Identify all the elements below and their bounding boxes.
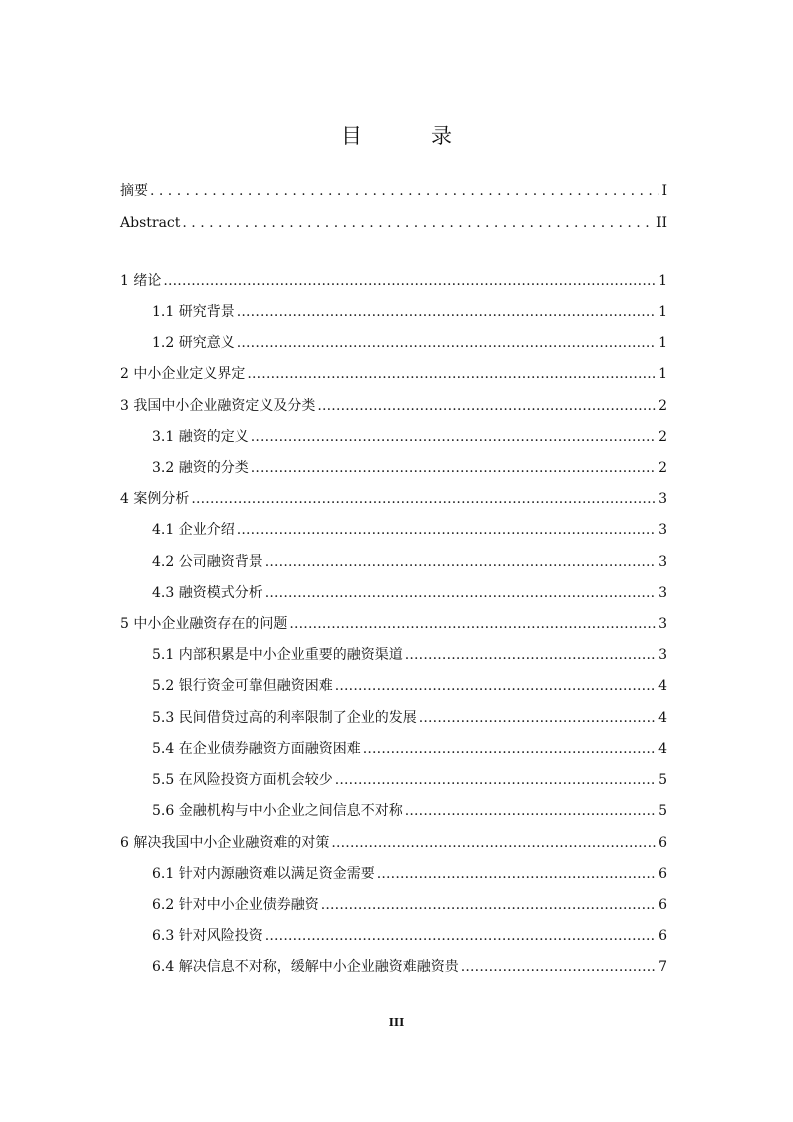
toc-entry-page: 4: [658, 710, 667, 726]
toc-entry-page: 3: [658, 616, 667, 632]
toc-entry-label: 6.1 针对内源融资难以满足资金需要: [152, 866, 375, 882]
toc-entry-label: 6 解决我国中小企业融资难的对策: [120, 835, 330, 851]
toc-entry-page: 6: [658, 866, 667, 882]
toc-leader-dots: [317, 396, 656, 416]
toc-entry-page: 3: [658, 647, 667, 663]
toc-entry[interactable]: [152, 864, 667, 884]
toc-entry-label: 5.2 银行资金可靠但融资困难: [152, 678, 333, 694]
toc-entry-page: II: [655, 215, 667, 231]
toc-entry-label: 1.1 研究背景: [152, 304, 235, 320]
toc-entry[interactable]: [152, 739, 667, 759]
toc-entry[interactable]: [120, 833, 667, 853]
toc-entry-label: 4.1 企业介绍: [152, 522, 235, 538]
toc-entry-label: 6.2 针对中小企业债券融资: [152, 897, 319, 913]
toc-entry-page: 6: [658, 835, 667, 851]
toc-leader-dots: [405, 801, 656, 821]
toc-entry-page: 5: [658, 803, 667, 819]
toc-entry[interactable]: [152, 708, 667, 728]
page-number-footer: III: [388, 1016, 405, 1029]
toc-leader-dots: [265, 552, 656, 572]
toc-leader-dots: [251, 427, 656, 447]
toc-entry-page: 5: [658, 772, 667, 788]
toc-entry-label: 6.4 解决信息不对称，缓解中小企业融资难融资贵: [152, 959, 459, 975]
toc-leader-dots: [191, 489, 656, 509]
toc-entry-label: 1 绪论: [120, 273, 162, 289]
toc-entry[interactable]: [152, 458, 667, 478]
toc-leader-dots: [251, 458, 656, 478]
toc-entry-page: 3: [658, 554, 667, 570]
toc-entry[interactable]: [152, 770, 667, 790]
toc-leader-dots: [289, 614, 656, 634]
toc-entry[interactable]: [152, 676, 667, 696]
toc-leader-dots: [335, 676, 656, 696]
toc-leader-dots: [331, 833, 656, 853]
toc-leader-dots: [265, 926, 656, 946]
toc-leader-dots: [237, 520, 656, 540]
toc-entry-page: 4: [658, 678, 667, 694]
toc-entry-label: 3 我国中小企业融资定义及分类: [120, 398, 316, 414]
toc-entry-label: 摘要: [120, 183, 148, 199]
toc-leader-dots: [335, 770, 656, 790]
toc-entry[interactable]: [152, 583, 667, 603]
toc-entry[interactable]: [120, 396, 667, 416]
toc-entry-page: 2: [658, 460, 667, 476]
toc-leader-dots: [265, 583, 656, 603]
toc-entry-page: 3: [658, 585, 667, 601]
toc-entry-label: 5.4 在企业债券融资方面融资困难: [152, 741, 361, 757]
toc-leader-dots: [363, 739, 656, 759]
toc-entry-page: 3: [658, 491, 667, 507]
toc-entry[interactable]: [120, 489, 667, 509]
toc-entry-page: 1: [658, 335, 667, 351]
toc-entry-label: 5.3 民间借贷过高的利率限制了企业的发展: [152, 710, 417, 726]
toc-entry-label: 5 中小企业融资存在的问题: [120, 616, 288, 632]
toc-entry-page: 6: [658, 928, 667, 944]
toc-entry[interactable]: [152, 645, 667, 665]
toc-entry[interactable]: [152, 895, 667, 915]
toc-entry-page: 1: [658, 304, 667, 320]
toc-entry-label: Abstract: [120, 215, 181, 231]
toc-entry-page: 6: [658, 897, 667, 913]
toc-entry-label: 1.2 研究意义: [152, 335, 235, 351]
toc-entry-page: 2: [658, 429, 667, 445]
toc-entry-label: 4 案例分析: [120, 491, 190, 507]
toc-entry-label: 5.1 内部积累是中小企业重要的融资渠道: [152, 647, 403, 663]
toc-entry-abstract-en[interactable]: [120, 213, 667, 233]
toc-leader-dots: [163, 271, 656, 291]
toc-entry[interactable]: [152, 520, 667, 540]
toc-entry-label: 3.2 融资的分类: [152, 460, 249, 476]
toc-entry-page: 3: [658, 522, 667, 538]
toc-entry-label: 2 中小企业定义界定: [120, 366, 246, 382]
toc-title: 目 录: [341, 124, 476, 148]
toc-leader-dots: [247, 364, 656, 384]
toc-leader-dots: [182, 213, 654, 233]
toc-entry-page: 7: [658, 959, 667, 975]
toc-leader-dots: [405, 645, 656, 665]
toc-entry[interactable]: [120, 614, 667, 634]
toc-leader-dots: [377, 864, 656, 884]
toc-leader-dots: [419, 708, 656, 728]
toc-leader-dots: [237, 302, 656, 322]
toc-entry[interactable]: [152, 957, 667, 977]
toc-entry-page: 2: [658, 398, 667, 414]
toc-leader-dots: [321, 895, 656, 915]
toc-entry-page: 4: [658, 741, 667, 757]
toc-leader-dots: [150, 181, 659, 201]
toc-entry-page: 1: [658, 366, 667, 382]
toc-leader-dots: [461, 957, 656, 977]
toc-entry[interactable]: [152, 552, 667, 572]
toc-entry[interactable]: [152, 302, 667, 322]
toc-entry-label: 4.3 融资模式分析: [152, 585, 263, 601]
toc-entry-label: 3.1 融资的定义: [152, 429, 249, 445]
toc-entry-label: 6.3 针对风险投资: [152, 928, 263, 944]
toc-entry[interactable]: [152, 926, 667, 946]
toc-entry[interactable]: [152, 801, 667, 821]
toc-entry-page: I: [661, 183, 667, 199]
toc-entry-label: 4.2 公司融资背景: [152, 554, 263, 570]
toc-leader-dots: [237, 333, 656, 353]
toc-entry[interactable]: [120, 364, 667, 384]
toc-entry[interactable]: [152, 427, 667, 447]
toc-entry-label: 5.6 金融机构与中小企业之间信息不对称: [152, 803, 403, 819]
toc-entry-page: 1: [658, 273, 667, 289]
toc-entry[interactable]: [120, 271, 667, 291]
toc-entry-abstract-cn[interactable]: [120, 181, 667, 201]
toc-entry-label: 5.5 在风险投资方面机会较少: [152, 772, 333, 788]
toc-entry[interactable]: [152, 333, 667, 353]
